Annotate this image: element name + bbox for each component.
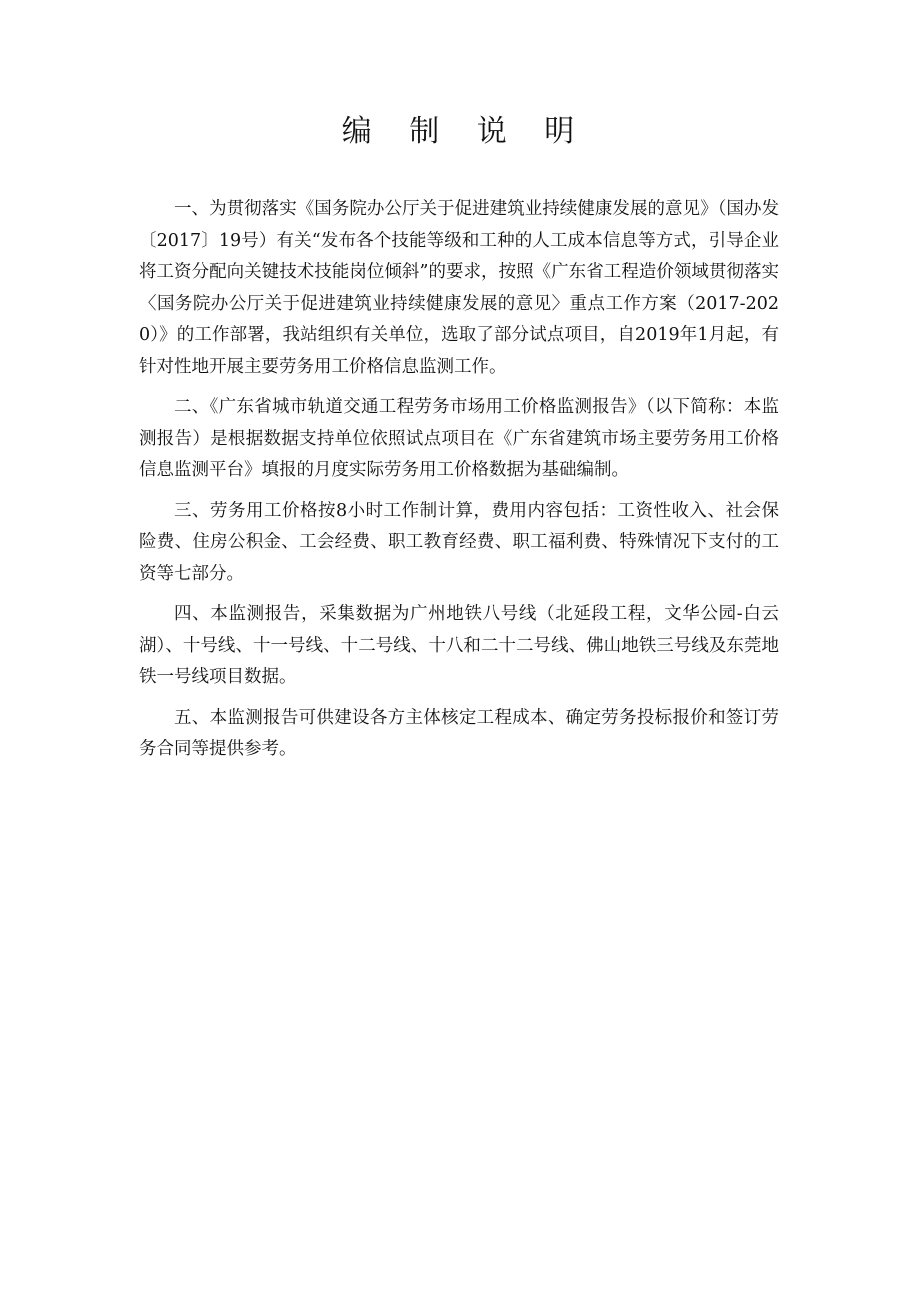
paragraph-5: 五、本监测报告可供建设各方主体核定工程成本、确定劳务投标报价和签订劳务合同等提供参考。 [139, 707, 779, 759]
paragraph-3: 三、劳务用工价格按8小时工作制计算，费用内容包括：工资性收入、社会保险费、住房公积金、工会经费、职工教育经费、职工福利费、特殊情况下支付的工资等七部分。 [139, 500, 779, 584]
paragraph-4: 四、本监测报告，采集数据为广州地铁八号线（北延段工程，文华公园-白云湖）、十号线、十一号线、十二号线、十八和二十二号线、佛山地铁三号线及东莞地铁一号线项目数据。 [139, 604, 779, 687]
paragraph-2: 二、《广东省城市轨道交通工程劳务市场用工价格监测报告》（以下简称：本监测报告）是根据数据支持单位依照试点项目在《广东省建筑市场主要劳务用工价格信息监测平台》填报的月度实际劳务用工价格数据为基础编制。 [139, 397, 779, 480]
document-body [139, 194, 779, 775]
paragraph-1: 一、为贯彻落实《国务院办公厅关于促进建筑业持续健康发展的意见》（国办发〔2017〕19号）有关“发布各个技能等级和工种的人工成本信息等方式，引导企业将工资分配向关键技术技能岗位倾斜”的要求，按照《广东省工程造价领域贯彻落实〈国务院办公厅关于促进建筑业持续健康发展的意见〉重点工作方案（2017-2020）》的工作部署，我站组织有关单位，选取了部分试点项目，自2019年1月起，有针对性地开展主要劳务用工价格信息监测工作。 [139, 199, 779, 377]
document-title: 编 制 说 明 [341, 114, 589, 149]
